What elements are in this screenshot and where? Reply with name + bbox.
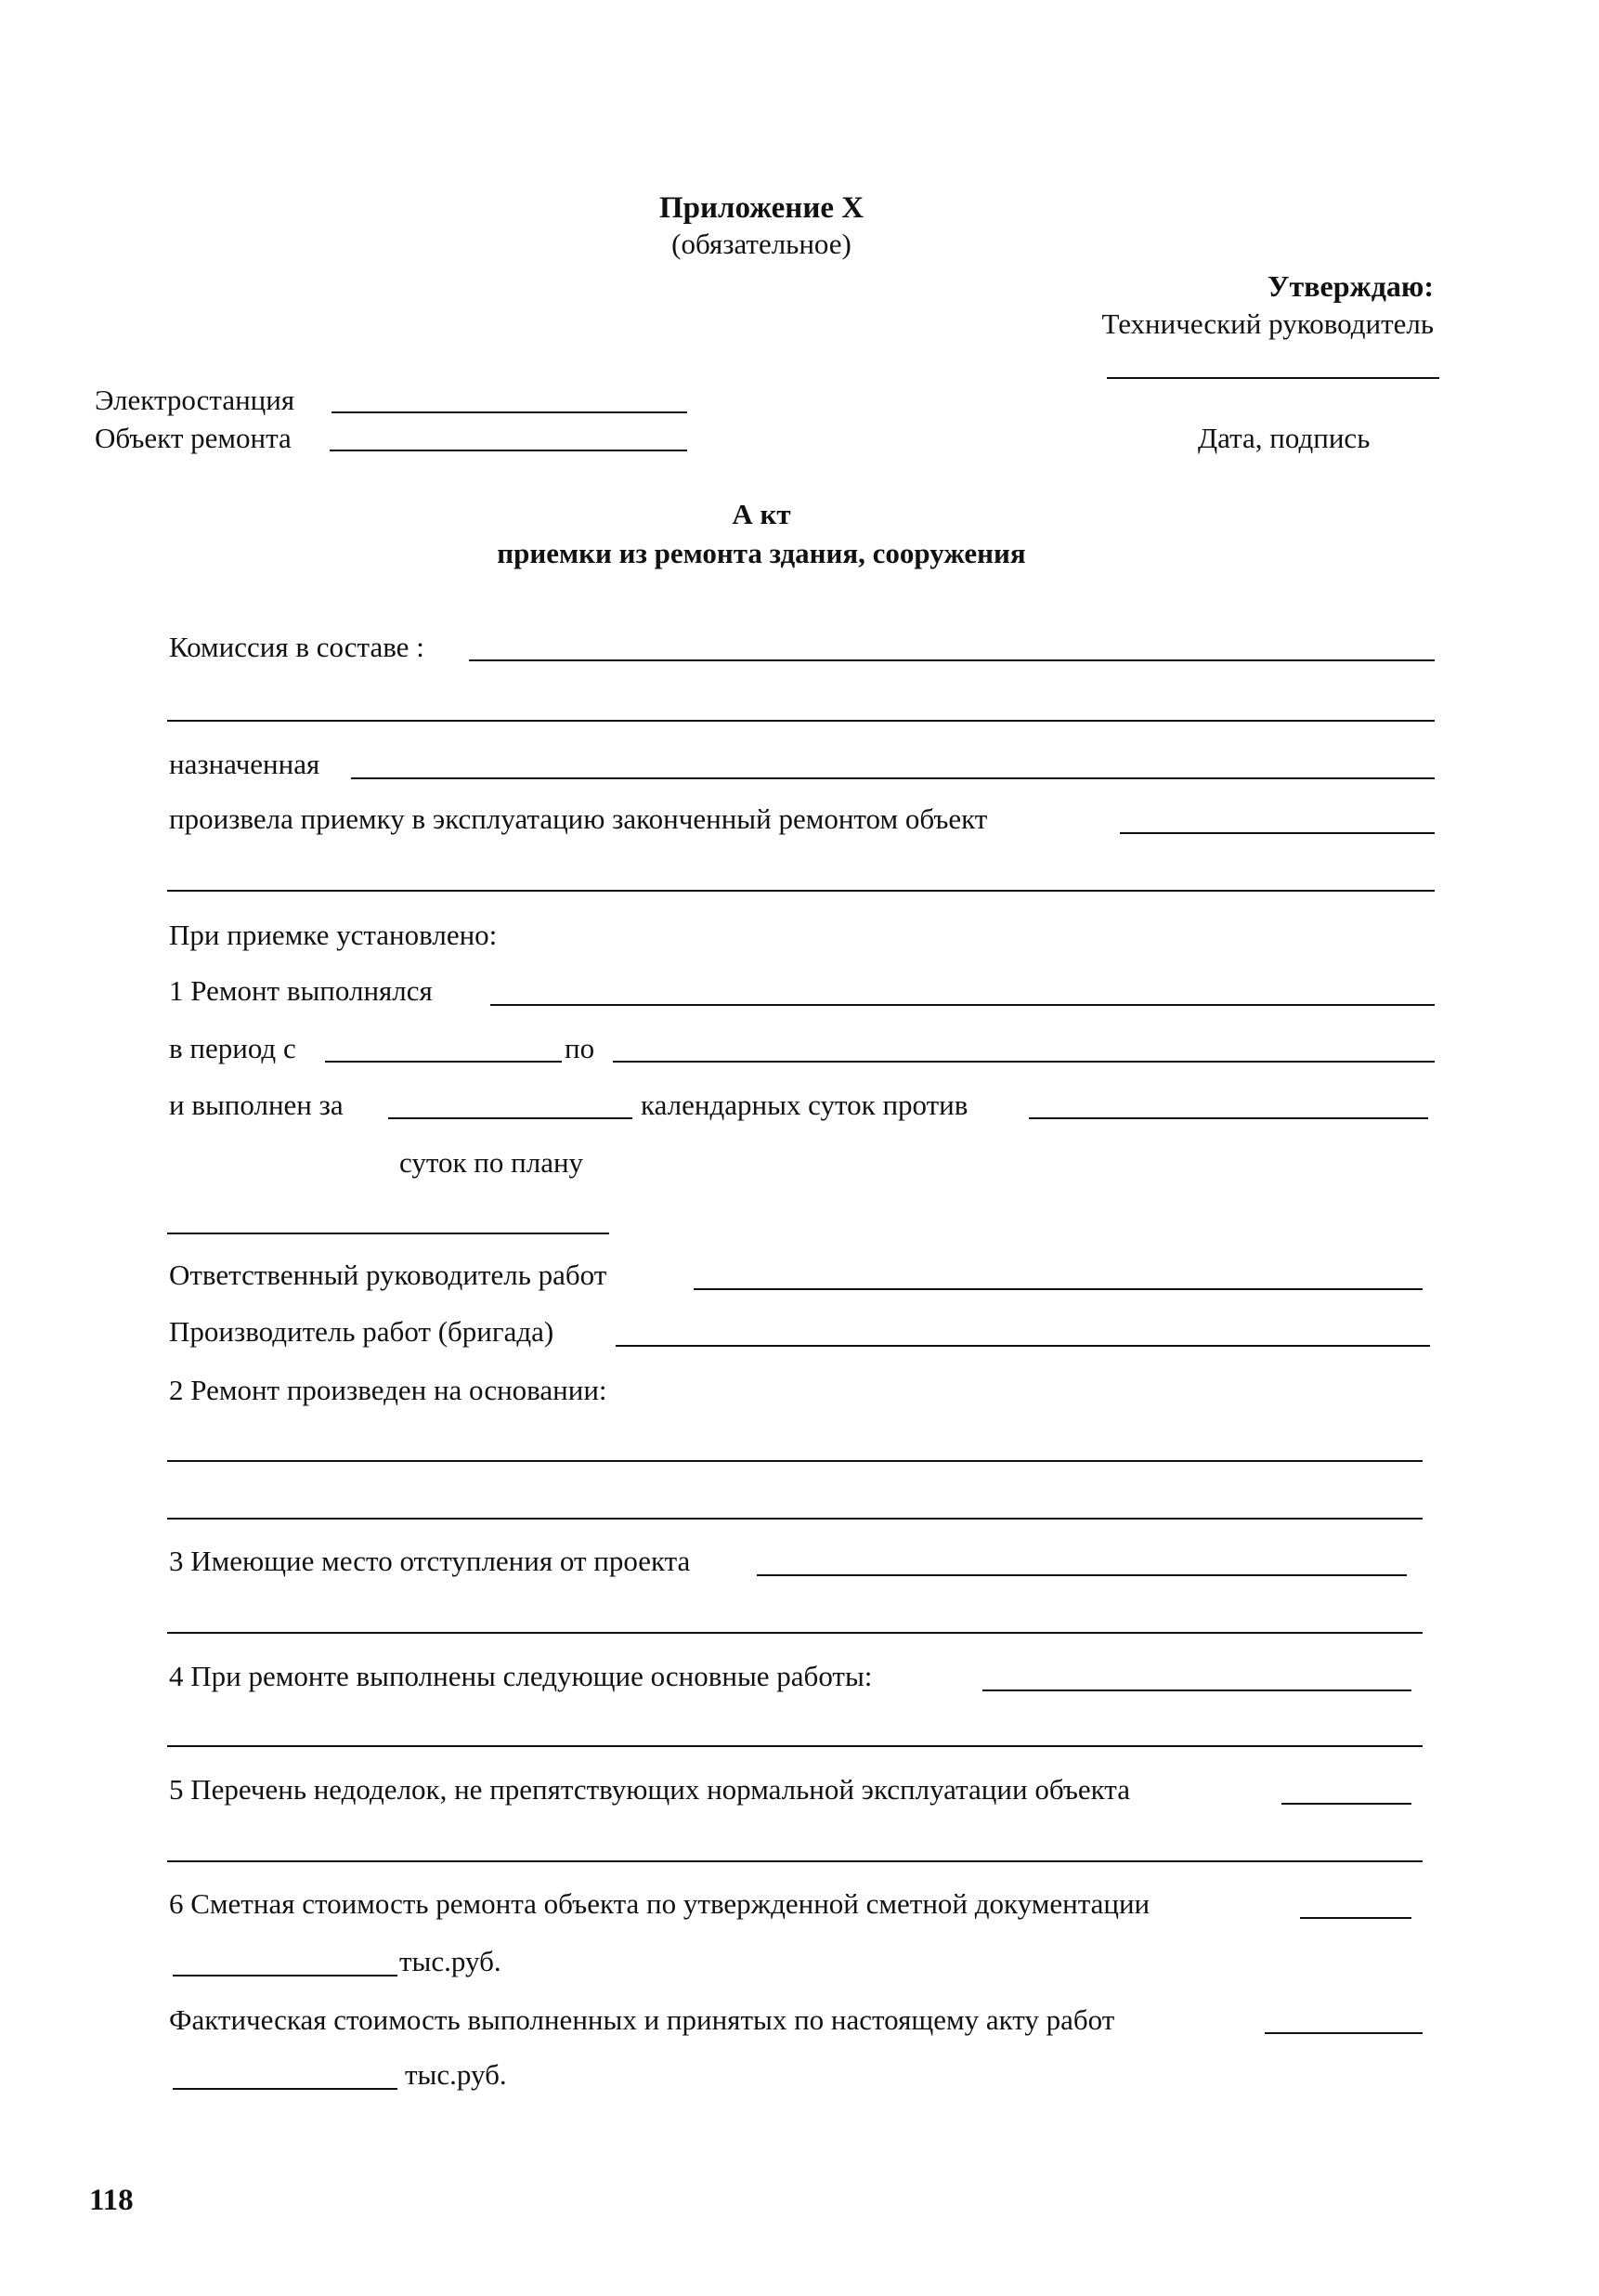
power-plant-label: Электростанция	[95, 384, 295, 416]
item4-field-line	[982, 1689, 1411, 1691]
item4-field-line-2	[167, 1745, 1423, 1747]
actual-unit-label: тыс.руб.	[405, 2058, 507, 2091]
item1-field-line	[490, 1004, 1435, 1006]
established-label: При приемке установлено:	[169, 919, 498, 951]
appointed-label: назначенная	[169, 748, 320, 780]
act-subtitle: приемки из ремонта здания, сооружения	[497, 537, 1026, 569]
power-plant-field-line	[332, 411, 687, 413]
item3-field-line-2	[167, 1632, 1423, 1634]
actual-amount-line	[173, 2088, 397, 2090]
performer-field-line	[616, 1345, 1430, 1347]
actual-cost-label: Фактическая стоимость выполненных и принятых по настоящему акту работ	[169, 2003, 1115, 2036]
responsible-label: Ответственный руководитель работ	[169, 1259, 607, 1291]
item5-label: 5 Перечень недоделок, не препятствующих нормальной эксплуатации объекта	[169, 1773, 1130, 1806]
approval-position: Технический руководитель	[1101, 307, 1434, 340]
item3-label: 3 Имеющие место отступления от проекта	[169, 1545, 691, 1577]
period-from-label: в период с	[169, 1032, 296, 1064]
responsible-field-line	[694, 1288, 1423, 1290]
calendar-days-field-line	[1029, 1117, 1428, 1119]
repair-object-field-line	[330, 450, 687, 451]
estimate-amount-line	[173, 1975, 397, 1976]
commission-field-line	[469, 659, 1435, 661]
commission-field-line-2	[167, 720, 1435, 722]
accepted-label: произвела приемку в эксплуатацию законченный ремонтом объект	[169, 802, 988, 835]
performer-label: Производитель работ (бригада)	[169, 1315, 554, 1348]
accepted-field-line-2	[167, 890, 1435, 892]
item1-label: 1 Ремонт выполнялся	[169, 974, 433, 1007]
estimate-unit-label: тыс.руб.	[399, 1945, 501, 1977]
appendix-title: Приложение X	[658, 191, 864, 225]
done-in-label: и выполнен за	[169, 1089, 344, 1121]
item4-label: 4 При ремонте выполнены следующие основные работы:	[169, 1660, 873, 1692]
item2-field-line	[167, 1460, 1423, 1462]
act-title: А кт	[732, 498, 791, 530]
item5-field-line	[1281, 1803, 1411, 1805]
separator-line	[167, 1233, 609, 1234]
period-to-field-line	[613, 1061, 1435, 1063]
item6-field-line	[1300, 1917, 1411, 1919]
accepted-field-line	[1120, 832, 1435, 834]
appendix-note: (обязательное)	[671, 228, 852, 260]
commission-label: Комиссия в составе :	[169, 631, 424, 663]
repair-object-label: Объект ремонта	[95, 422, 292, 454]
item2-label: 2 Ремонт произведен на основании:	[169, 1374, 607, 1406]
item5-field-line-2	[167, 1860, 1423, 1862]
approval-date-signature: Дата, подпись	[1198, 422, 1371, 454]
item2-field-line-2	[167, 1518, 1423, 1520]
done-in-field-line	[388, 1117, 632, 1119]
approval-label: Утверждаю:	[1268, 269, 1434, 303]
approval-signature-line	[1107, 377, 1439, 379]
days-plan-label: суток по плану	[399, 1146, 584, 1179]
appointed-field-line	[351, 777, 1435, 779]
page-number: 118	[89, 2184, 134, 2217]
item6-label: 6 Сметная стоимость ремонта объекта по утвержденной сметной документации	[169, 1887, 1150, 1920]
calendar-days-label: календарных суток против	[641, 1089, 968, 1121]
item3-field-line	[757, 1574, 1407, 1576]
period-from-field-line	[325, 1061, 562, 1063]
period-to-label: по	[565, 1032, 595, 1064]
actual-cost-field-line	[1265, 2032, 1423, 2034]
